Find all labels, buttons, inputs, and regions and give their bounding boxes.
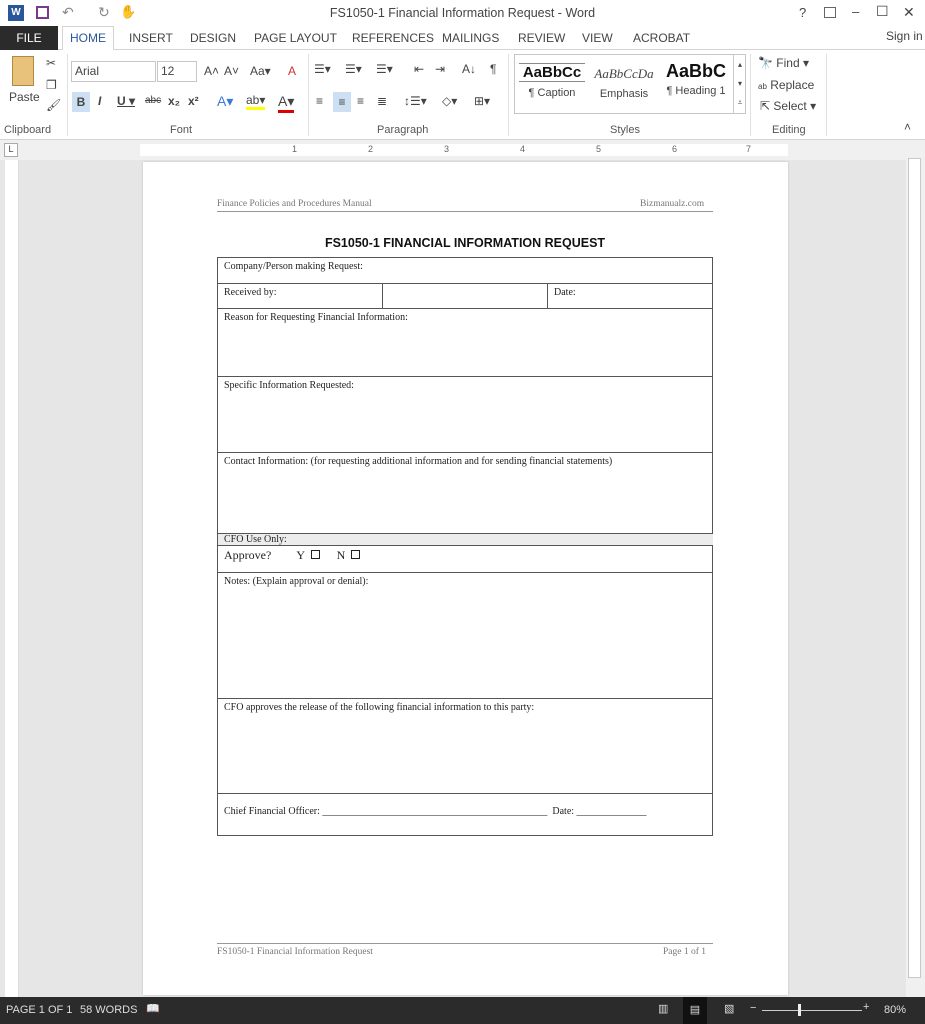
- release-field[interactable]: CFO approves the release of the following financial information to this party:: [217, 698, 713, 793]
- page-count[interactable]: PAGE 1 OF 1: [6, 1004, 73, 1016]
- zoom-in-button[interactable]: +: [863, 1001, 870, 1013]
- ruler-number: 5: [596, 144, 602, 154]
- title-bar: [0, 0, 925, 26]
- strikethrough-button[interactable]: abc: [145, 95, 162, 106]
- tab-insert[interactable]: INSERT: [129, 31, 173, 45]
- zoom-slider[interactable]: [762, 1010, 862, 1011]
- find-label: Find: [776, 56, 800, 70]
- align-center-icon[interactable]: ≡: [333, 92, 351, 112]
- ruler-number: 6: [672, 144, 678, 154]
- sign-in-link[interactable]: Sign in: [886, 29, 923, 43]
- specific-info-field[interactable]: Specific Information Requested:: [217, 376, 713, 452]
- window-title: FS1050-1 Financial Information Request - Word: [329, 6, 596, 20]
- horizontal-ruler[interactable]: [140, 144, 788, 156]
- request-form-table: [217, 257, 713, 836]
- ruler-number: 1: [292, 144, 298, 154]
- tab-acrobat[interactable]: ACROBAT: [633, 31, 691, 45]
- tab-review[interactable]: REVIEW: [518, 31, 566, 45]
- styles-group-label: Styles: [610, 124, 640, 136]
- multilevel-list-icon[interactable]: ☰▾: [376, 62, 393, 76]
- ruler-number: 7: [746, 144, 752, 154]
- maximize-button[interactable]: ☐: [876, 3, 889, 19]
- print-layout-icon[interactable]: ▤: [683, 997, 707, 1024]
- signature-line[interactable]: Chief Financial Officer: _____________________________________________ Date: ______________: [217, 793, 713, 836]
- highlight-icon[interactable]: ab▾: [246, 93, 265, 110]
- select-button[interactable]: ⇱ Select ▾: [760, 99, 817, 113]
- notes-field[interactable]: Notes: (Explain approval or denial):: [217, 572, 713, 698]
- no-checkbox[interactable]: [351, 550, 360, 559]
- style-name: ¶ Heading 1: [666, 85, 726, 97]
- font-group-label: Font: [170, 124, 193, 136]
- underline-button[interactable]: U ▾: [117, 94, 136, 108]
- justify-icon[interactable]: ≣: [377, 94, 388, 108]
- ribbon: [0, 50, 925, 140]
- ruler-number: 4: [520, 144, 526, 154]
- style-heading-1[interactable]: [661, 57, 731, 111]
- received-by-field[interactable]: [382, 283, 547, 308]
- web-layout-icon[interactable]: ▧: [724, 1003, 735, 1015]
- text-effects-icon[interactable]: A▾: [217, 93, 234, 109]
- minimize-button[interactable]: –: [852, 4, 860, 19]
- ruler-number: 2: [368, 144, 374, 154]
- tab-view[interactable]: VIEW: [582, 31, 613, 45]
- style-name: Emphasis: [599, 88, 649, 100]
- borders-icon[interactable]: ⊞▾: [474, 94, 491, 108]
- show-formatting-icon[interactable]: ¶: [490, 62, 497, 76]
- format-painter-icon[interactable]: 🖌: [46, 98, 62, 112]
- style-emphasis[interactable]: [589, 57, 659, 111]
- shading-icon[interactable]: ◇▾: [442, 94, 458, 108]
- align-right-icon[interactable]: ≡: [357, 94, 365, 108]
- style-preview: AaBbCc: [519, 63, 585, 82]
- paste-icon[interactable]: [12, 56, 34, 86]
- company-field[interactable]: Company/Person making Request:: [217, 257, 713, 283]
- word-icon: W: [8, 5, 24, 21]
- reason-field[interactable]: Reason for Requesting Financial Information:: [217, 308, 713, 376]
- read-mode-icon[interactable]: ▥: [658, 1003, 669, 1015]
- footer-left: FS1050-1 Financial Information Request: [217, 947, 373, 957]
- yes-label: Y: [296, 548, 305, 562]
- copy-icon[interactable]: ❐: [46, 78, 57, 92]
- tab-page-layout[interactable]: PAGE LAYOUT: [254, 31, 337, 45]
- styles-gallery: [514, 54, 746, 114]
- bold-button[interactable]: B: [72, 92, 90, 112]
- numbering-icon[interactable]: ☰▾: [345, 62, 362, 76]
- paragraph-group-label: Paragraph: [377, 124, 429, 136]
- font-color-icon[interactable]: A▾: [278, 93, 294, 113]
- line-spacing-icon[interactable]: ↕☰▾: [404, 94, 427, 108]
- align-left-icon[interactable]: ≡: [316, 94, 324, 108]
- date-field[interactable]: Date:: [547, 283, 713, 308]
- yes-checkbox[interactable]: [311, 550, 320, 559]
- style-caption[interactable]: [519, 57, 585, 111]
- tab-selector[interactable]: L: [4, 143, 18, 157]
- style-preview: AaBbCcDa: [594, 66, 654, 81]
- zoom-level[interactable]: 80%: [884, 1004, 907, 1016]
- grow-font-icon[interactable]: A˄: [204, 64, 220, 78]
- clipboard-group-label: Clipboard: [4, 124, 52, 136]
- footer-rule: [217, 943, 713, 944]
- cfo-use-only-label: CFO Use Only:: [217, 533, 713, 545]
- word-count[interactable]: 58 WORDS: [80, 1004, 138, 1016]
- form-title: FS1050-1 FINANCIAL INFORMATION REQUEST: [324, 236, 606, 250]
- tab-home[interactable]: HOME: [62, 26, 114, 51]
- scrollbar-thumb[interactable]: [908, 158, 921, 978]
- contact-info-field[interactable]: Contact Information: (for requesting additional information and for sending financial statements): [217, 452, 713, 533]
- ribbon-tabs: [0, 26, 925, 50]
- paste-button[interactable]: Paste: [9, 90, 40, 104]
- increase-indent-icon[interactable]: ⇥: [435, 62, 446, 76]
- tab-mailings[interactable]: MAILINGS: [442, 31, 500, 45]
- header-right: Bizmanualz.com: [640, 199, 705, 209]
- style-name: ¶ Caption: [528, 87, 576, 99]
- approve-label: Approve?: [224, 548, 272, 562]
- italic-button[interactable]: I: [98, 94, 102, 108]
- vertical-ruler[interactable]: [5, 160, 19, 997]
- header-rule: [217, 211, 713, 212]
- touch-mode-icon[interactable]: ✋: [120, 4, 137, 19]
- zoom-slider-thumb[interactable]: [798, 1004, 801, 1016]
- received-by-label: Received by:: [217, 283, 382, 308]
- style-preview: AaBbC: [665, 61, 726, 81]
- tab-references[interactable]: REFERENCES: [352, 31, 435, 45]
- tab-file[interactable]: FILE: [0, 26, 58, 50]
- replace-button[interactable]: ab Replace: [758, 78, 815, 92]
- font-size-select[interactable]: 12: [157, 61, 197, 82]
- help-button[interactable]: ?: [799, 5, 807, 20]
- proofing-icon[interactable]: 📖: [146, 1003, 160, 1015]
- no-label: N: [336, 548, 346, 562]
- ruler-number: 3: [444, 144, 450, 154]
- undo-icon[interactable]: ↶: [62, 4, 74, 20]
- change-case-icon[interactable]: Aa▾: [250, 64, 271, 78]
- subscript-button[interactable]: x₂: [168, 94, 181, 108]
- ribbon-display-button[interactable]: [824, 7, 836, 18]
- editing-group-label: Editing: [772, 124, 806, 136]
- redo-icon[interactable]: ↻: [98, 4, 110, 20]
- styles-scroll[interactable]: ▴ ▾ ⩡: [733, 55, 746, 113]
- select-label: Select: [773, 99, 807, 113]
- bullets-icon[interactable]: ☰▾: [314, 62, 331, 76]
- header-left: Finance Policies and Procedures Manual: [217, 199, 372, 209]
- find-button[interactable]: 🔭 Find ▾: [758, 56, 809, 70]
- footer-right: Page 1 of 1: [663, 947, 707, 957]
- zoom-out-button[interactable]: −: [750, 1002, 757, 1014]
- sort-icon[interactable]: A↓: [462, 62, 477, 76]
- superscript-button[interactable]: x²: [188, 94, 199, 108]
- font-name-select[interactable]: Arial: [71, 61, 156, 82]
- tab-design[interactable]: DESIGN: [190, 31, 237, 45]
- clear-formatting-icon[interactable]: A: [288, 64, 297, 78]
- replace-label: Replace: [770, 78, 815, 92]
- shrink-font-icon[interactable]: A˅: [224, 64, 240, 78]
- cut-icon[interactable]: ✂: [46, 56, 57, 70]
- collapse-ribbon-icon[interactable]: ˄: [904, 120, 912, 134]
- status-bar: [0, 997, 925, 1024]
- close-button[interactable]: ✕: [903, 4, 915, 20]
- approve-row: [217, 545, 713, 572]
- decrease-indent-icon[interactable]: ⇤: [414, 62, 425, 76]
